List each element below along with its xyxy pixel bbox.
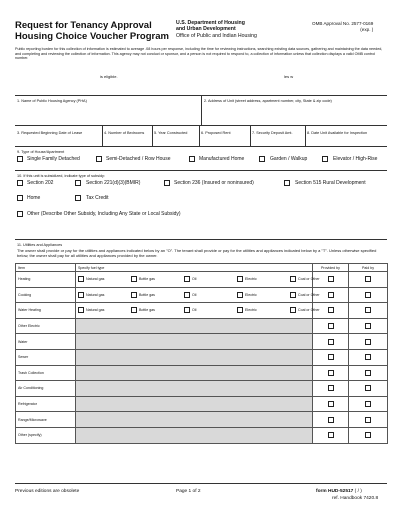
fuel-option[interactable] xyxy=(290,276,343,282)
provided-by-cell[interactable] xyxy=(313,427,349,443)
paid-by-box[interactable] xyxy=(365,385,371,391)
utility-item: Air Conditioning xyxy=(16,381,76,397)
bedrooms-label: 4. Number of Bedrooms xyxy=(104,131,145,135)
provided-by-box[interactable] xyxy=(328,354,334,360)
tax-credit-label: Tax Credit xyxy=(86,195,109,201)
provided-by-cell[interactable] xyxy=(313,412,349,428)
fuel-label: Natural gas xyxy=(86,308,105,313)
utility-row xyxy=(16,349,388,365)
fuel-option[interactable] xyxy=(237,292,290,298)
section-515-checkbox[interactable] xyxy=(284,180,290,186)
paid-by-box[interactable] xyxy=(365,339,371,345)
utilities-header-row xyxy=(16,264,388,272)
paid-by-cell[interactable] xyxy=(349,272,388,288)
fuel-option[interactable] xyxy=(78,292,131,298)
other-subsidy-checkbox[interactable] xyxy=(17,211,23,217)
fuel-option[interactable] xyxy=(290,292,343,298)
fuel-shaded-cell xyxy=(76,396,313,412)
fuel-option[interactable] xyxy=(78,276,131,282)
fuel-option[interactable] xyxy=(78,307,131,313)
utility-row xyxy=(16,396,388,412)
provided-by-cell[interactable] xyxy=(313,365,349,381)
omb-block xyxy=(312,21,373,33)
paid-by-box[interactable] xyxy=(365,292,371,298)
fuel-option[interactable] xyxy=(131,276,184,282)
utility-item: Other Electric xyxy=(16,318,76,334)
fuel-shaded-cell xyxy=(76,334,313,350)
agency-block xyxy=(176,20,257,39)
col-item-header: Item xyxy=(16,264,76,272)
fuel-checkbox[interactable] xyxy=(131,292,137,298)
paid-by-cell[interactable] xyxy=(349,349,388,365)
fuel-options xyxy=(76,287,320,303)
section-236-checkbox[interactable] xyxy=(164,180,170,186)
semi-detached-label: Semi-Detached / Row House xyxy=(106,156,171,162)
provided-by-cell[interactable] xyxy=(313,396,349,412)
paid-by-box[interactable] xyxy=(365,417,371,423)
fuel-shaded-cell xyxy=(76,427,313,443)
fuel-label: Electric xyxy=(245,277,257,282)
paid-by-cell[interactable] xyxy=(349,318,388,334)
home-checkbox[interactable] xyxy=(17,195,23,201)
paid-by-cell[interactable] xyxy=(349,381,388,397)
fuel-checkbox[interactable] xyxy=(290,307,296,313)
fuel-label: Bottle gas xyxy=(139,308,155,313)
paid-by-cell[interactable] xyxy=(349,396,388,412)
garden-walkup-checkbox[interactable] xyxy=(259,156,265,162)
fuel-checkbox[interactable] xyxy=(290,292,296,298)
paid-by-box[interactable] xyxy=(365,370,371,376)
fuel-shaded-cell xyxy=(76,412,313,428)
utility-item: Range/Microwave xyxy=(16,412,76,428)
footer-form-number xyxy=(316,489,362,494)
fuel-checkbox[interactable] xyxy=(237,307,243,313)
utility-row xyxy=(16,427,388,443)
manufactured-home-checkbox[interactable] xyxy=(189,156,195,162)
fuel-option[interactable] xyxy=(184,276,237,282)
paid-by-cell[interactable] xyxy=(349,365,388,381)
fuel-options xyxy=(76,303,320,319)
utility-item: Water Heating xyxy=(16,303,76,319)
footer-obsolete: Previous editions are obsolete xyxy=(15,489,80,494)
fuel-checkbox[interactable] xyxy=(237,292,243,298)
form-title xyxy=(15,20,169,42)
fuel-label: Electric xyxy=(245,308,257,313)
paid-by-box[interactable] xyxy=(365,276,371,282)
utility-item: Sewer xyxy=(16,349,76,365)
utilities-instructions: The owner shall provide or pay for the utilities and appliances indicated below by an "O". The tenant shall provide or pay for the utilities and appliances indicated below by a "T". Unless otherwise specified below, the owner shall pay for all utilities and appliances provided by the owner. xyxy=(17,248,377,258)
fuel-checkbox[interactable] xyxy=(237,276,243,282)
omb-number: OMB Approval No. 2577-0169 xyxy=(312,21,374,26)
section-221-label: Section 221(d)(3)(BMIR) xyxy=(86,180,141,186)
fuel-label: Bottle gas xyxy=(139,292,155,297)
footer-page: Page 1 of 2 xyxy=(176,489,201,494)
title-line-1: Request for Tenancy Approval xyxy=(15,20,152,31)
utility-item: Other (specify) xyxy=(16,427,76,443)
fuel-option[interactable] xyxy=(131,292,184,298)
fuel-option[interactable] xyxy=(237,307,290,313)
utility-row xyxy=(16,365,388,381)
fuel-checkbox[interactable] xyxy=(131,307,137,313)
fuel-label: Coal or Other xyxy=(298,308,320,313)
paid-by-cell[interactable] xyxy=(349,334,388,350)
form-revision: ( / ) xyxy=(354,489,362,494)
paid-by-cell[interactable] xyxy=(349,427,388,443)
fuel-option[interactable] xyxy=(237,276,290,282)
utility-item: Heating xyxy=(16,272,76,288)
section-236-label: Section 236 (Insured or noninsured) xyxy=(174,180,254,186)
home-label: Home xyxy=(27,195,41,201)
section-221-checkbox[interactable] xyxy=(75,180,81,186)
agency-line-2: and Urban Development xyxy=(176,26,236,33)
col-provided-header: Provided by xyxy=(313,264,349,272)
fuel-label: Coal or Other xyxy=(298,292,320,297)
fuel-checkbox[interactable] xyxy=(290,276,296,282)
fuel-options xyxy=(76,272,320,288)
utility-item: Water xyxy=(16,334,76,350)
tax-credit-checkbox[interactable] xyxy=(75,195,81,201)
begin-date-label: 3. Requested Beginning Date of Lease xyxy=(17,131,83,135)
fuel-option[interactable] xyxy=(290,307,343,313)
fuel-option[interactable] xyxy=(184,307,237,313)
other-subsidy-field[interactable] xyxy=(200,212,387,219)
provided-by-box[interactable] xyxy=(328,417,334,423)
elevator-highrise-label: Elevator / High-Rise xyxy=(333,156,378,162)
utility-item: Cooking xyxy=(16,287,76,303)
utility-row xyxy=(16,318,388,334)
burden-statement: Public reporting burden for this collection of information is estimated to average .08 hours per response, including the time for reviewing instructions, searching existing data sources, gathering and maintaining the data needed, and completing and reviewing the collection of information. This agency may not conduct or sponsor, and a person is not required to respond to, a collection of information unless that collection displays a valid OMB control number. xyxy=(15,47,383,60)
utilities-heading: 11. Utilities and Appliances xyxy=(17,243,63,247)
single-family-checkbox[interactable] xyxy=(17,156,23,162)
fuel-checkbox[interactable] xyxy=(78,307,84,313)
fuel-option[interactable] xyxy=(184,292,237,298)
fuel-checkbox[interactable] xyxy=(184,292,190,298)
garden-walkup-label: Garden / Walkup xyxy=(270,156,308,162)
subsidy-label: 10. If this unit is subsidized, indicate type of subsidy: xyxy=(17,174,106,178)
elevator-highrise-checkbox[interactable] xyxy=(322,156,328,162)
section-515-label: Section 515 Rural Development xyxy=(295,180,366,186)
utility-row xyxy=(16,303,388,319)
agency-line-1: U.S. Department of Housing xyxy=(176,20,245,26)
utility-row xyxy=(16,334,388,350)
fuel-checkbox[interactable] xyxy=(78,292,84,298)
pha-name-label: 1. Name of Public Housing Agency (PHA) xyxy=(17,99,87,103)
paid-by-box[interactable] xyxy=(365,401,371,407)
utility-row xyxy=(16,287,388,303)
paid-by-box[interactable] xyxy=(365,432,371,438)
fuel-checkbox[interactable] xyxy=(131,276,137,282)
eligible-suffix: les w xyxy=(284,74,294,79)
provided-by-box[interactable] xyxy=(328,401,334,407)
fuel-label: Bottle gas xyxy=(139,277,155,282)
provided-by-cell[interactable] xyxy=(313,334,349,350)
utilities-table xyxy=(15,263,388,444)
utility-item: Refrigerator xyxy=(16,396,76,412)
fuel-shaded-cell xyxy=(76,365,313,381)
provided-by-cell[interactable] xyxy=(313,318,349,334)
title-line-2: Housing Choice Voucher Program xyxy=(15,31,169,42)
provided-by-box[interactable] xyxy=(328,339,334,345)
unit-address-field[interactable] xyxy=(203,104,387,124)
omb-expiration: (exp. ) xyxy=(360,27,374,32)
semi-detached-checkbox[interactable] xyxy=(96,156,102,162)
provided-by-box[interactable] xyxy=(328,323,334,329)
fuel-label: Coal or Other xyxy=(298,277,320,282)
fuel-label: Oil xyxy=(192,308,197,313)
utility-row xyxy=(16,381,388,397)
eligible-text: is eligible. xyxy=(100,74,118,79)
security-deposit-label: 7. Security Deposit Amt. xyxy=(252,131,293,135)
fuel-checkbox[interactable] xyxy=(184,307,190,313)
section-202-checkbox[interactable] xyxy=(17,180,23,186)
fuel-checkbox[interactable] xyxy=(184,276,190,282)
col-fuel-header: Specify fuel type xyxy=(76,264,313,272)
paid-by-box[interactable] xyxy=(365,323,371,329)
utility-item: Trash Collection xyxy=(16,365,76,381)
provided-by-box[interactable] xyxy=(328,385,334,391)
provided-by-box[interactable] xyxy=(328,370,334,376)
form-number: form HUD-52517 xyxy=(316,489,354,494)
provided-by-cell[interactable] xyxy=(313,349,349,365)
fuel-shaded-cell xyxy=(76,318,313,334)
col-paid-header: Paid by xyxy=(349,264,388,272)
utility-row xyxy=(16,412,388,428)
date-available-label: 8. Date Unit Available for Inspection xyxy=(307,131,368,135)
agency-line-3: Office of Public and Indian Housing xyxy=(176,32,257,39)
proposed-rent-label: 6. Proposed Rent xyxy=(201,131,231,135)
paid-by-cell[interactable] xyxy=(349,303,388,319)
footer-handbook: ref. Handbook 7420.8 xyxy=(332,496,379,501)
unit-address-label: 2. Address of Unit (street address, apartment number, city, State & zip code) xyxy=(204,99,332,103)
fuel-label: Electric xyxy=(245,292,257,297)
fuel-shaded-cell xyxy=(76,381,313,397)
fuel-shaded-cell xyxy=(76,349,313,365)
fuel-checkbox[interactable] xyxy=(78,276,84,282)
paid-by-cell[interactable] xyxy=(349,287,388,303)
fuel-label: Natural gas xyxy=(86,292,105,297)
paid-by-cell[interactable] xyxy=(349,412,388,428)
fuel-option[interactable] xyxy=(131,307,184,313)
fuel-label: Oil xyxy=(192,277,197,282)
provided-by-box[interactable] xyxy=(328,432,334,438)
pha-name-field[interactable] xyxy=(15,104,200,124)
manufactured-home-label: Manufactured Home xyxy=(199,156,245,162)
paid-by-box[interactable] xyxy=(365,354,371,360)
fuel-label: Oil xyxy=(192,292,197,297)
other-subsidy-label: Other (Describe Other Subsidy, Including Any State or Local Subsidy) xyxy=(27,211,181,217)
single-family-label: Single Family Detached xyxy=(27,156,80,162)
section-202-label: Section 202 xyxy=(27,180,54,186)
paid-by-box[interactable] xyxy=(365,307,371,313)
year-constructed-label: 5. Year Constructed xyxy=(154,131,188,135)
fuel-label: Natural gas xyxy=(86,277,105,282)
house-type-label: 9. Type of House/Apartment xyxy=(17,150,65,154)
utility-row xyxy=(16,272,388,288)
provided-by-cell[interactable] xyxy=(313,381,349,397)
